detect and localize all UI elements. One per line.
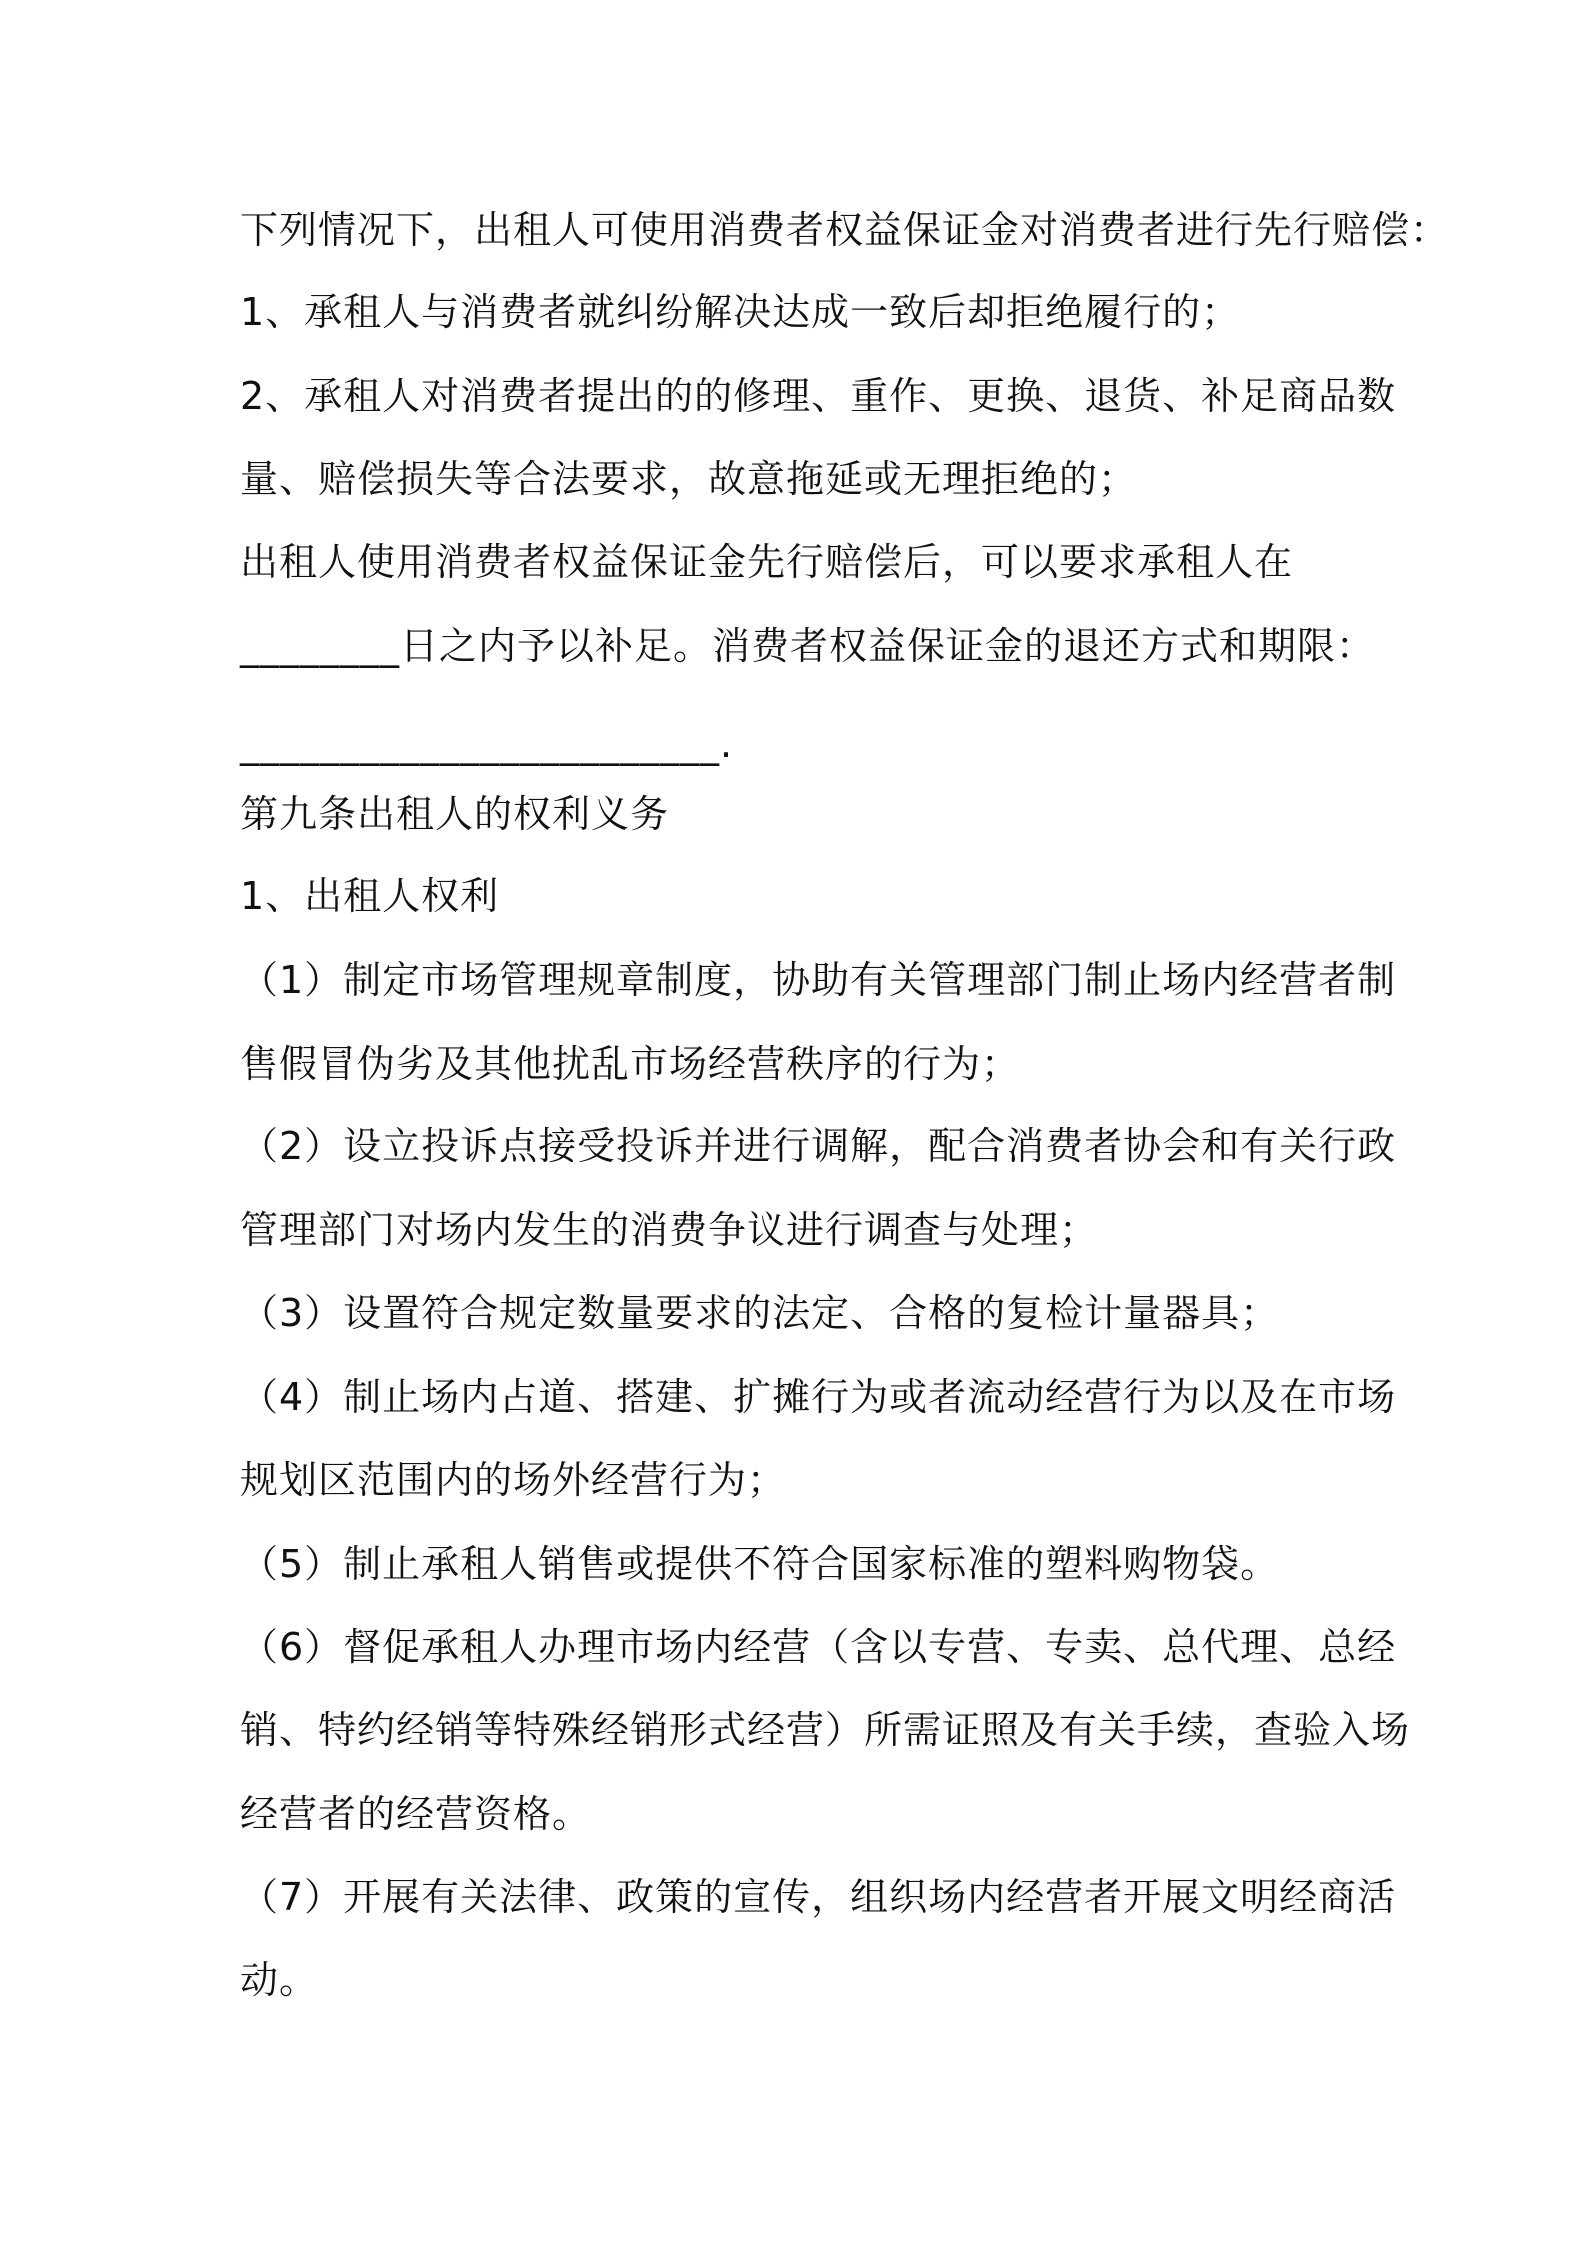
list-item-continuation: 经营者的经营资格。 <box>240 1792 592 1836</box>
blank-fill-line: ________________________. <box>240 722 734 766</box>
list-item: （2）设立投诉点接受投诉并进行调解，配合消费者协会和有关行政 <box>240 1124 1397 1168</box>
text-line: 2、承租人对消费者提出的的修理、重作、更换、退货、补足商品数 <box>240 374 1397 418</box>
list-item: （4）制止场内占道、搭建、扩摊行为或者流动经营行为以及在市场 <box>240 1375 1397 1419</box>
list-item-continuation: 管理部门对场内发生的消费争议进行调查与处理； <box>240 1208 1099 1252</box>
list-item: （3）设置符合规定数量要求的法定、合格的复检计量器具； <box>240 1291 1280 1335</box>
list-item: （7）开展有关法律、政策的宣传，组织场内经营者开展文明经商活 <box>240 1875 1397 1919</box>
list-item: （6）督促承租人办理市场内经营（含以专营、专卖、总代理、总经 <box>240 1625 1397 1669</box>
list-item: （5）制止承租人销售或提供不符合国家标准的塑料购物袋。 <box>240 1542 1280 1586</box>
section-heading: 第九条出租人的权利义务 <box>240 792 670 836</box>
list-item: （1）制定市场管理规章制度，协助有关管理部门制止场内经营者制 <box>240 958 1397 1002</box>
list-item-continuation: 动。 <box>240 1958 319 2002</box>
text-line: ________日之内予以补足。消费者权益保证金的退还方式和期限： <box>240 624 1376 668</box>
text-line: 下列情况下，出租人可使用消费者权益保证金对消费者进行先行赔偿： <box>240 208 1450 252</box>
subsection-heading: 1、出租人权利 <box>240 874 500 918</box>
text-line: 1、承租人与消费者就纠纷解决达成一致后却拒绝履行的； <box>240 290 1241 334</box>
text-line: 量、赔偿损失等合法要求，故意拖延或无理拒绝的； <box>240 457 1138 501</box>
list-item-continuation: 规划区范围内的场外经营行为； <box>240 1458 787 1502</box>
list-item-continuation: 售假冒伪劣及其他扰乱市场经营秩序的行为； <box>240 1042 1021 1086</box>
text-line: 出租人使用消费者权益保证金先行赔偿后，可以要求承租人在 <box>240 540 1294 584</box>
list-item-continuation: 销、特约经销等特殊经销形式经营）所需证照及有关手续，查验入场 <box>240 1708 1411 1752</box>
